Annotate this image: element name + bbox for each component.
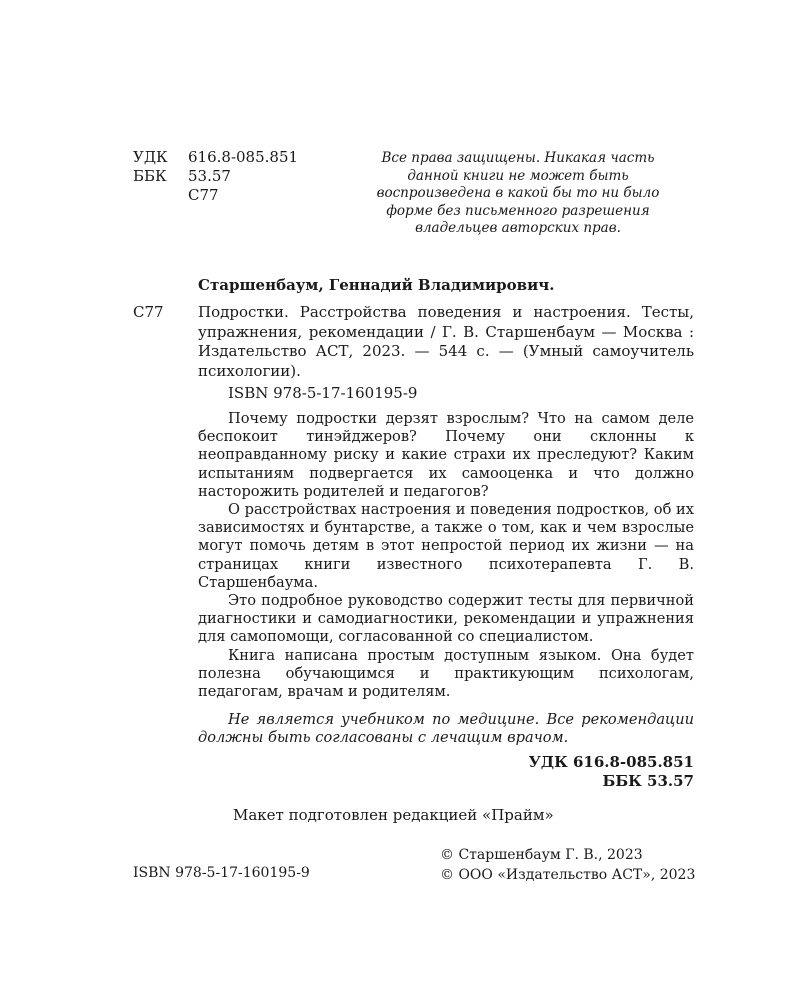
udk-row xyxy=(133,148,298,167)
udk-value: 616.8-085.851 xyxy=(188,148,299,166)
udk-right: УДК 616.8-085.851 xyxy=(528,753,694,771)
copyright-block xyxy=(440,846,695,885)
classification-codes xyxy=(133,148,298,205)
classification-right xyxy=(529,753,694,791)
annotation-paragraph: Почему подростки дерзят взрослым? Что на самом деле беспокоит тинэйджеров? Почему они склонны к неоправданному риску и какие страхи их преследуют? Каким испытаниям подвергается их самооценка и что должно насторожить родителей и педагогов? xyxy=(198,410,694,500)
bbk-label: ББК xyxy=(133,167,167,185)
bbk-row xyxy=(133,167,298,186)
isbn-line: ISBN 978-5-17-160195-9 xyxy=(228,384,418,402)
author-mark-row xyxy=(133,186,298,205)
author-heading: Старшенбаум, Геннадий Владимирович. xyxy=(198,276,555,294)
author-mark: С77 xyxy=(188,186,219,204)
medical-note-text: Не является учебником по медицине. Все рекомендации должны быть согласованы с лечащим врачом. xyxy=(198,711,694,747)
copyright-author: © Старшенбаум Г. В., 2023 xyxy=(440,847,643,863)
bbk-right: ББК 53.57 xyxy=(602,772,694,790)
isbn-bottom: ISBN 978-5-17-160195-9 xyxy=(133,865,310,881)
annotation-paragraph: Книга написана простым доступным языком. Она будет полезна обучающимся и практикующим психологам, педагогам, врачам и родителям. xyxy=(198,646,694,701)
udk-label: УДК xyxy=(133,148,168,166)
annotation xyxy=(198,410,694,701)
layout-credit: Макет подготовлен редакцией «Прайм» xyxy=(233,806,554,824)
annotation-paragraph: О расстройствах настроения и поведения подростков, об их зависимостях и бунтарстве, а также о том, как и чем взрослые могут помочь детям в этот непростой период их жизни — на страницах книги известного психотерапевта Г. В. Старшенбаума. xyxy=(198,501,694,591)
bibliographic-description: Подростки. Расстройства поведения и настроения. Тесты, упражнения, рекомендации / Г. В. Старшенбаум — Москва : Издательство АСТ, 2023. — 544 с. — (Умный самоучитель психологии). xyxy=(198,303,694,380)
annotation-paragraph: Это подробное руководство содержит тесты для первичной диагностики и самодиагностики, рекомендации и упражнения для самопомощи, согласованной со специалистом. xyxy=(198,592,694,646)
medical-note xyxy=(198,711,694,747)
bbk-value: 53.57 xyxy=(188,167,231,185)
rights-notice: Все права защищены. Никакая часть данной книги не может быть воспроизведена в какой бы то ни было форме без письменного разрешения владельцев авторских прав. xyxy=(376,150,660,236)
copyright-publisher: © ООО «Издательство АСТ», 2023 xyxy=(440,866,696,883)
description-code: С77 xyxy=(133,303,164,321)
